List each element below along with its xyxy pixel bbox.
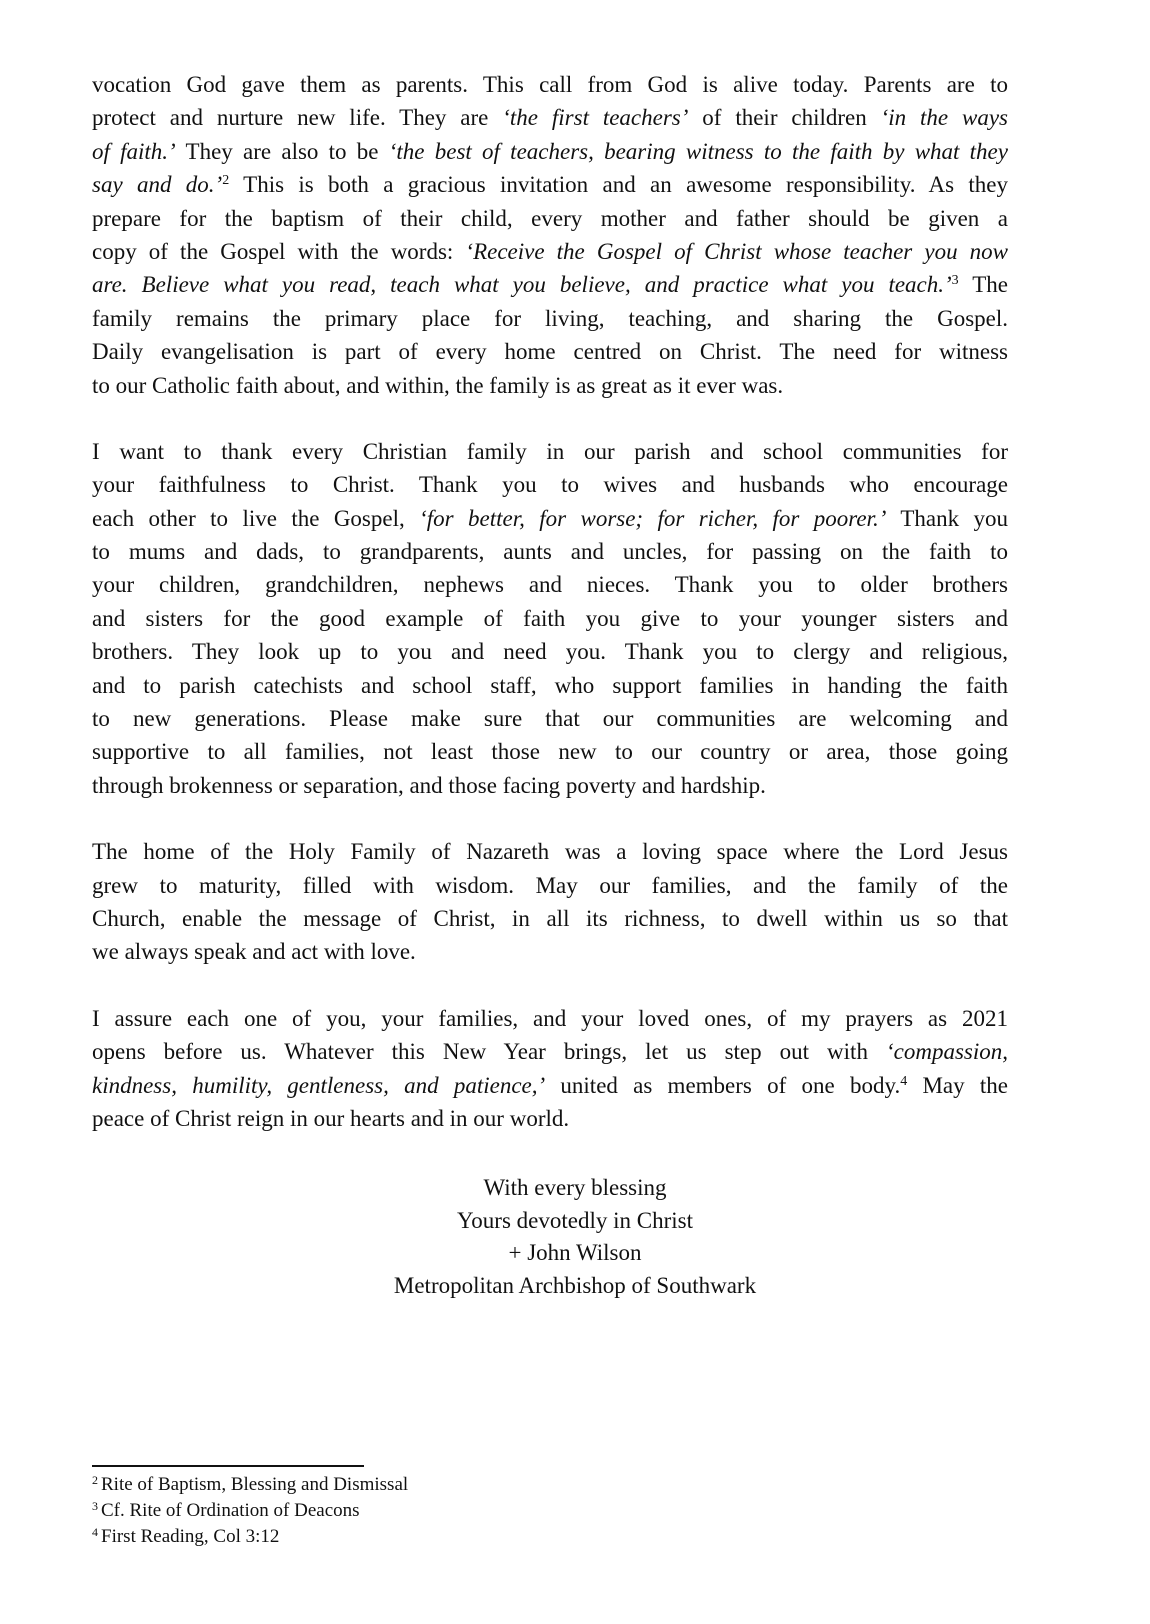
footnote-separator bbox=[92, 1465, 364, 1467]
text-line bbox=[92, 335, 1008, 368]
text-run: through brokenness or separation, and those facing poverty and hardship. bbox=[92, 772, 766, 798]
italic-quote: ‘the first teachers’ bbox=[502, 105, 689, 131]
text-run: brothers. They look up to you and need you. Thank you to clergy and religious, bbox=[92, 639, 1008, 665]
text-run: prepare for the baptism of their child, every mother and father should be given a bbox=[92, 205, 1008, 231]
text-line bbox=[92, 669, 1008, 702]
italic-quote: are. Believe what you read, teach what you believe, and practice what you teach.’ bbox=[92, 272, 952, 298]
signatory-title: Metropolitan Archbishop of Southwark bbox=[393, 1272, 757, 1298]
letter-closing bbox=[0, 1172, 1150, 1302]
text-run: May the bbox=[907, 1072, 1008, 1098]
signature: + John Wilson bbox=[508, 1240, 642, 1265]
text-line bbox=[92, 268, 1008, 301]
text-run: each other to live the Gospel, bbox=[92, 505, 420, 531]
text-run: united as members of one body. bbox=[545, 1072, 901, 1098]
text-line bbox=[92, 302, 1008, 335]
text-run: copy of the Gospel with the words: bbox=[92, 238, 466, 264]
paragraph-spacer bbox=[92, 402, 1008, 435]
text-run: Thank you bbox=[886, 505, 1008, 531]
text-run: peace of Christ reign in our hearts and in our world. bbox=[92, 1105, 570, 1131]
text-run: to mums and dads, to grandparents, aunts and uncles, for passing on the faith to bbox=[92, 539, 1008, 565]
text-run: and to parish catechists and school staff, who support families in handing the faith bbox=[92, 672, 1008, 698]
text-line bbox=[92, 468, 1008, 501]
text-run: vocation God gave them as parents. This call from God is alive today. Parents are to bbox=[92, 72, 1008, 97]
text-line bbox=[92, 1102, 1008, 1135]
text-line bbox=[92, 1035, 1008, 1068]
text-line bbox=[92, 769, 1008, 802]
paragraph-spacer bbox=[92, 802, 1008, 835]
text-line bbox=[92, 702, 1008, 735]
text-line bbox=[92, 735, 1008, 768]
footnote-ref: 3 bbox=[951, 273, 959, 289]
text-line bbox=[92, 435, 1008, 468]
text-line bbox=[92, 1002, 1008, 1035]
complimentary-close: Yours devotedly in Christ bbox=[457, 1207, 693, 1233]
italic-quote: kindness, humility, gentleness, and patience,’ bbox=[92, 1072, 546, 1098]
text-run: protect and nurture new life. They are bbox=[92, 105, 503, 131]
italic-quote: ‘compassion, bbox=[885, 1039, 1008, 1065]
text-line bbox=[92, 68, 1008, 101]
text-run: your faithfulness to Christ. Thank you to wives and husbands who encourage bbox=[92, 472, 1008, 498]
italic-quote: ‘in the ways bbox=[880, 105, 1008, 131]
letter-body bbox=[92, 68, 1008, 1135]
italic-quote: of faith.’ bbox=[92, 138, 176, 164]
text-run: and sisters for the good example of faith you give to your younger sisters and bbox=[92, 605, 1008, 631]
text-run: supportive to all families, not least those new to our country or area, those going bbox=[92, 739, 1008, 765]
text-line bbox=[92, 869, 1008, 902]
text-line bbox=[92, 635, 1008, 668]
text-run: The bbox=[958, 272, 1009, 298]
footnote-ref: 4 bbox=[900, 1073, 908, 1089]
italic-quote: say and do.’ bbox=[92, 172, 223, 198]
valediction: With every blessing bbox=[483, 1175, 667, 1200]
text-line bbox=[92, 202, 1008, 235]
paragraph-holy-family bbox=[92, 835, 1008, 969]
italic-quote: ‘Receive the Gospel of Christ whose teacher you now bbox=[465, 238, 1009, 264]
text-line bbox=[92, 602, 1008, 635]
text-run: of their children bbox=[688, 105, 881, 131]
text-run: Daily evangelisation is part of every home centred on Christ. The need for witness bbox=[92, 339, 1008, 365]
text-line bbox=[92, 835, 1008, 868]
text-line bbox=[92, 568, 1008, 601]
text-run: opens before us. Whatever this New Year brings, let us step out with bbox=[92, 1039, 886, 1065]
text-run: This is both a gracious invitation and an awesome responsibility. As they bbox=[229, 172, 1008, 198]
text-run: to our Catholic faith about, and within, the family is as great as it ever was. bbox=[92, 372, 784, 398]
italic-quote: ‘for better, for worse; for richer, for poorer.’ bbox=[419, 505, 887, 531]
text-line bbox=[92, 1069, 1008, 1102]
text-run: The home of the Holy Family of Nazareth was a loving space where the Lord Jesus bbox=[92, 839, 1008, 865]
text-run: to new generations. Please make sure that our communities are welcoming and bbox=[92, 706, 1008, 732]
paragraph-thanks bbox=[92, 435, 1008, 802]
text-run: family remains the primary place for living, teaching, and sharing the Gospel. bbox=[92, 305, 1008, 331]
footnote: $^3$ Cf. Rite of Ordination of Deacons bbox=[92, 1499, 360, 1521]
text-line bbox=[92, 369, 1008, 402]
text-line bbox=[92, 135, 1008, 168]
text-run: Church, enable the message of Christ, in all its richness, to dwell within us so that bbox=[92, 905, 1008, 931]
text-run: I assure each one of you, your families, and your loved ones, of my prayers as 2021 bbox=[92, 1005, 1008, 1031]
text-run: your children, grandchildren, nephews and nieces. Thank you to older brothers bbox=[92, 572, 1008, 598]
paragraph-spacer bbox=[92, 969, 1008, 1002]
text-line bbox=[92, 935, 1008, 968]
footnote: $^4$ First Reading, Col 3:12 bbox=[92, 1525, 280, 1547]
text-run: They are also to be bbox=[175, 138, 389, 164]
paragraph-parents-vocation bbox=[92, 68, 1008, 402]
footnote: $^2$ Rite of Baptism, Blessing and Dismissal bbox=[92, 1473, 409, 1495]
text-line bbox=[92, 902, 1008, 935]
text-line bbox=[92, 235, 1008, 268]
footnotes bbox=[92, 1472, 408, 1550]
text-line bbox=[92, 502, 1008, 535]
text-line bbox=[92, 168, 1008, 201]
footnote-ref: 2 bbox=[222, 173, 230, 189]
text-line bbox=[92, 535, 1008, 568]
text-run: I want to thank every Christian family in our parish and school communities for bbox=[92, 438, 1008, 464]
italic-quote: ‘the best of teachers, bearing witness to the faith by what they bbox=[388, 138, 1008, 164]
text-run: we always speak and act with love. bbox=[92, 939, 416, 965]
text-line bbox=[92, 101, 1008, 134]
paragraph-new-year-prayers bbox=[92, 1002, 1008, 1136]
text-run: grew to maturity, filled with wisdom. May our families, and the family of the bbox=[92, 872, 1008, 898]
